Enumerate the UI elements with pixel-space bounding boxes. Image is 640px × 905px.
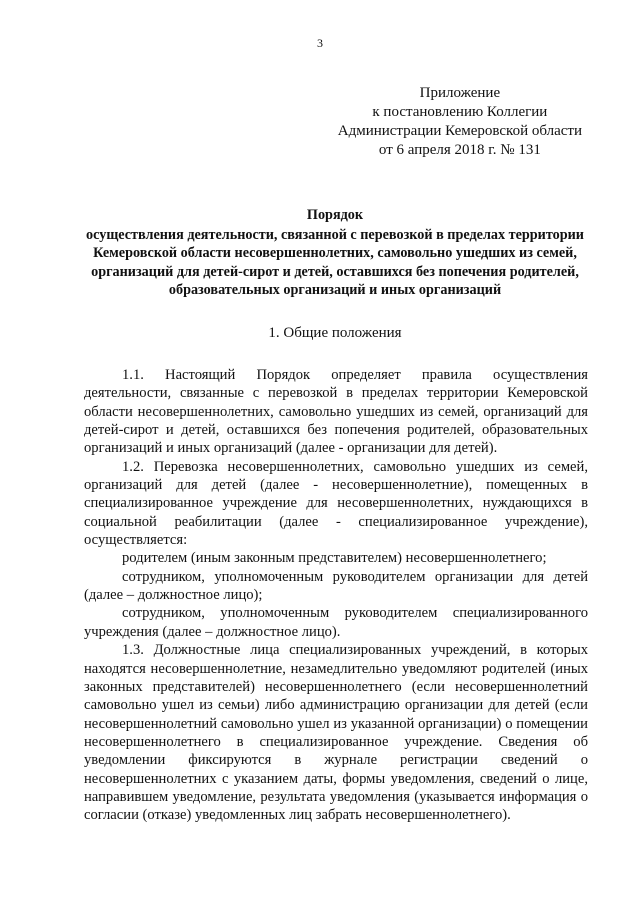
appendix-block bbox=[338, 84, 582, 160]
title-text: осуществления деятельности, связанной с перевозкой в пределах территории Кемеровской области несовершеннолетних, самовольно ушедших из семей, организаций для детей-сирот и детей, оставшихся без попечения родителей, образовательных организаций и иных организаций bbox=[86, 227, 584, 298]
section-heading: 1. Общие положения bbox=[268, 325, 402, 341]
title-heading: Порядок bbox=[306, 207, 364, 223]
document-title bbox=[84, 206, 586, 299]
paragraph: 1.2. Перевозка несовершеннолетних, самовольно ушедших из семей, организаций для детей (далее - несовершеннолетние), помещенных в специализированное учреждение для несовершеннолетних, нуждающихся в социальной реабилитации (далее - специализированное учреждение), осуществляется: bbox=[84, 458, 588, 549]
appendix-line: Администрации Кемеровской области bbox=[337, 123, 582, 139]
appendix-line: Приложение bbox=[419, 85, 501, 101]
paragraph: 1.1. Настоящий Порядок определяет правила осуществления деятельности, связанные с перевозкой в пределах территории Кемеровской области несовершеннолетних, самовольно ушедших из семей, организаций для детей-сирот и детей, оставшихся без попечения родителей, образовательных организаций и иных организаций (далее - организации для детей). bbox=[84, 367, 588, 457]
appendix-line: к постановлению Коллегии bbox=[372, 104, 548, 120]
page-number: 3 bbox=[317, 36, 323, 50]
paragraph: сотрудником, уполномоченным руководителем организации для детей (далее – должностное лицо); bbox=[84, 568, 588, 604]
paragraph: 1.3. Должностные лица специализированных учреждений, в которых находятся несовершеннолетние, незамедлительно уведомляют родителей (иных законных представителей) несовершеннолетнего (если несовершеннолетний самовольно ушел из семьи) либо администрацию организации для детей (если несовершеннолетний самовольно ушел из указанной организации) о помещении несовершеннолетнего в специализированное учреждение. Сведения об уведомлении фиксируются в журнале регистрации сведений о несовершеннолетних с указанием даты, формы уведомления, сведений о лице, направившем уведомление, результата уведомления (указывается информация о согласии (отказе) уведомленных лиц забрать несовершеннолетнего). bbox=[84, 642, 588, 824]
appendix-line: от 6 апреля 2018 г. № 131 bbox=[378, 142, 541, 158]
paragraph: сотрудником, уполномоченным руководителем специализированного учреждения (далее – должностное лицо). bbox=[84, 605, 588, 640]
paragraph: родителем (иным законным представителем) несовершеннолетнего; bbox=[122, 550, 547, 567]
body-text bbox=[84, 366, 588, 825]
